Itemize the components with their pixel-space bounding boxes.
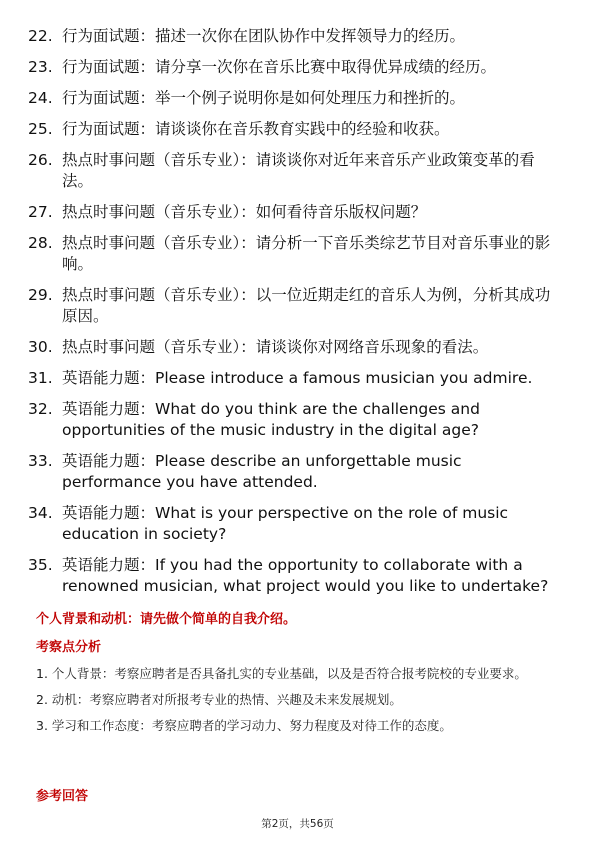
question-text: 热点时事问题（音乐专业）：请谈谈你对近年来音乐产业政策变革的看法。 — [62, 151, 535, 190]
question-number: 28. — [28, 234, 53, 252]
question-number: 27. — [28, 203, 53, 221]
question-number: 34. — [28, 504, 53, 522]
question-number: 23. — [28, 58, 53, 76]
question-item — [28, 337, 558, 358]
answer-heading: 参考回答 — [36, 789, 89, 804]
analysis-list — [36, 661, 566, 739]
question-item — [28, 451, 558, 493]
question-number: 29. — [28, 286, 53, 304]
question-text: 热点时事问题（音乐专业）：请分析一下音乐类综艺节目对音乐事业的影响。 — [62, 234, 551, 273]
question-number: 25. — [28, 120, 53, 138]
question-item — [28, 26, 558, 47]
analysis-item: 1. 个人背景：考察应聘者是否具备扎实的专业基础，以及是否符合报考院校的专业要求。 — [36, 666, 527, 681]
question-number: 31. — [28, 369, 53, 387]
question-item — [28, 555, 558, 597]
question-text: 行为面试题：请谈谈你在音乐教育实践中的经验和收获。 — [62, 120, 450, 138]
question-text: 英语能力题：Please describe an unforgettable music performance you have attended. — [62, 452, 462, 491]
page-footer: 第2页，共56页 — [261, 818, 334, 830]
question-item — [28, 368, 558, 389]
question-item — [28, 88, 558, 109]
question-number: 33. — [28, 452, 53, 470]
question-text: 热点时事问题（音乐专业）：以一位近期走红的音乐人为例，分析其成功原因。 — [62, 286, 551, 325]
section-heading: 个人背景和动机：请先做个简单的自我介绍。 — [36, 612, 297, 627]
question-number: 30. — [28, 338, 53, 356]
question-text: 英语能力题：If you had the opportunity to collaborate with a renowned musician, what project would you like to undertake? — [62, 556, 549, 595]
question-text: 热点时事问题（音乐专业）：请谈谈你对网络音乐现象的看法。 — [62, 338, 489, 356]
question-text: 热点时事问题（音乐专业）：如何看待音乐版权问题？ — [62, 203, 427, 221]
question-item — [28, 150, 558, 192]
question-number: 32. — [28, 400, 53, 418]
analysis-item: 3. 学习和工作态度：考察应聘者的学习动力、努力程度及对待工作的态度。 — [36, 718, 452, 733]
question-number: 35. — [28, 556, 53, 574]
question-item — [28, 57, 558, 78]
question-text: 行为面试题：举一个例子说明你是如何处理压力和挫折的。 — [62, 89, 466, 107]
question-item — [28, 119, 558, 140]
question-number: 26. — [28, 151, 53, 169]
analysis-heading: 考察点分析 — [36, 640, 102, 655]
question-item — [28, 399, 558, 441]
question-item — [28, 503, 558, 545]
question-list — [28, 26, 558, 607]
analysis-item: 2. 动机：考察应聘者对所报考专业的热情、兴趣及未来发展规划。 — [36, 692, 402, 707]
question-item — [28, 202, 558, 223]
question-text: 英语能力题：What do you think are the challenges and opportunities of the music industry in the digital age? — [62, 400, 480, 439]
question-text: 英语能力题：Please introduce a famous musician you admire. — [62, 369, 533, 387]
question-item — [28, 285, 558, 327]
question-item — [28, 233, 558, 275]
question-text: 行为面试题：请分享一次你在音乐比赛中取得优异成绩的经历。 — [62, 58, 497, 76]
question-text: 行为面试题：描述一次你在团队协作中发挥领导力的经历。 — [62, 27, 466, 45]
question-number: 22. — [28, 27, 53, 45]
question-text: 英语能力题：What is your perspective on the role of music education in society? — [62, 504, 509, 543]
question-number: 24. — [28, 89, 53, 107]
